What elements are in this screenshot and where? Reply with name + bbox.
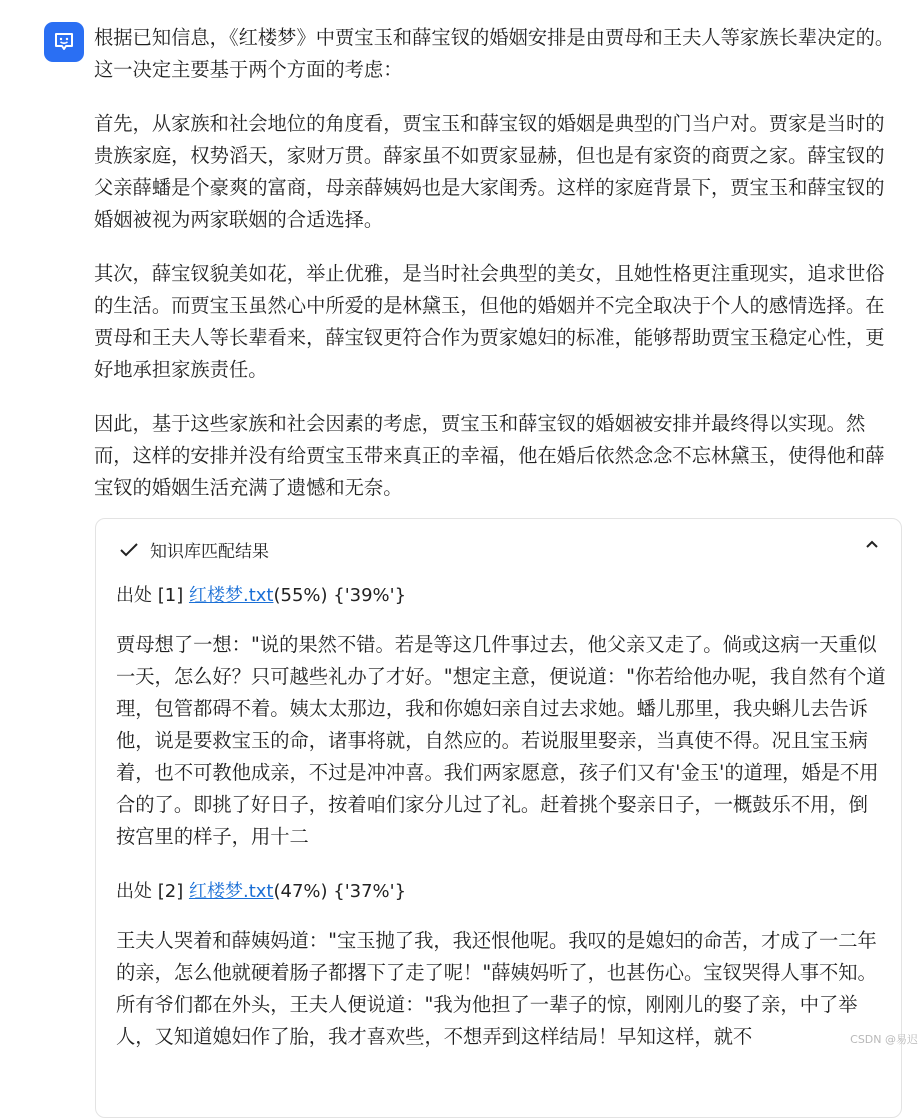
assistant-avatar-icon: [44, 22, 84, 62]
source-score: (47%) {'37%'}: [273, 881, 407, 902]
answer-paragraph: 根据已知信息，《红楼梦》中贾宝玉和薛宝钗的婚姻安排是由贾母和王夫人等家族长辈决定的。这一决定主要基于两个方面的考虑：: [94, 26, 895, 81]
chevron-up-icon[interactable]: [865, 539, 879, 549]
answer-paragraph: 首先，从家族和社会地位的角度看，贾宝玉和薛宝钗的婚姻是典型的门当户对。贾家是当时的贵族家庭，权势滔天，家财万贯。薛家虽不如贾家显赫，但也是有家资的商贾之家。薛宝钗的父亲薛蟠是个豪爽的富商，母亲薛姨妈也是大家闺秀。这样的家庭背景下，贾宝玉和薛宝钗的婚姻被视为两家联姻的合适选择。: [94, 112, 885, 231]
source-prefix: 出处: [116, 585, 152, 606]
check-icon: [118, 542, 140, 558]
answer-paragraph: 因此，基于这些家族和社会因素的考虑，贾宝玉和薛宝钗的婚姻被安排并最终得以实现。然而，这样的安排并没有给贾宝玉带来真正的幸福，他在婚后依然念念不忘林黛玉，使得他和薛宝钗的婚姻生活充满了遗憾和无奈。: [94, 412, 885, 499]
source-score: (55%) {'39%'}: [273, 585, 407, 606]
answer-paragraph: 其次，薛宝钗貌美如花，举止优雅，是当时社会典型的美女，且她性格更注重现实，追求世俗的生活。而贾宝玉虽然心中所爱的是林黛玉，但他的婚姻并不完全取决于个人的感情选择。在贾母和王夫人等长辈看来，薛宝钗更符合作为贾家媳妇的标准，能够帮助贾宝玉稳定心性，更好地承担家族责任。: [94, 262, 885, 381]
source-index: [2]: [157, 881, 184, 902]
assistant-answer: [94, 22, 900, 526]
knowledge-panel-title: 知识库匹配结果: [150, 542, 269, 562]
source-excerpt: 王夫人哭着和薛姨妈道："宝玉抛了我，我还恨他呢。我叹的是媳妇的命苦，才成了一二年的亲，怎么他就硬着肠子都撂下了走了呢！"薛姨妈听了，也甚伤心。宝钗哭得人事不知。所有爷们都在外头，王夫人便说道："我为他担了一辈子的惊，刚刚儿的娶了亲，中了举人，又知道媳妇作了胎，我才喜欢些，不想弄到这样结局！早知这样，就不: [116, 929, 877, 1048]
source-file-link[interactable]: 红楼梦.txt: [188, 585, 274, 606]
source-prefix: 出处: [116, 881, 152, 902]
source-excerpt: 贾母想了一想："说的果然不错。若是等这几件事过去，他父亲又走了。倘或这病一天重似一天，怎么好？只可越些礼办了才好。"想定主意，便说道："你若给他办呢，我自然有个道理，包管都碍不着。姨太太那边，我和你媳妇亲自过去求她。蟠儿那里，我央蝌儿去告诉他，说是要救宝玉的命，诸事将就，自然应的。若说服里娶亲，当真使不得。况且宝玉病着，也不可教他成亲，不过是冲冲喜。我们两家愿意，孩子们又有'金玉'的道理，婚是不用合的了。即挑了好日子，按着咱们家分儿过了礼。赶着挑个娶亲日子，一概鼓乐不用，倒按宫里的样子，用十二: [116, 633, 886, 848]
knowledge-panel-header[interactable]: [118, 537, 269, 562]
source-line: [116, 581, 406, 607]
source-line: [116, 877, 406, 903]
source-file-link[interactable]: 红楼梦.txt: [188, 881, 274, 902]
watermark: CSDN @易迟: [850, 1033, 918, 1046]
knowledge-match-panel: [95, 518, 902, 1118]
source-index: [1]: [157, 585, 184, 606]
